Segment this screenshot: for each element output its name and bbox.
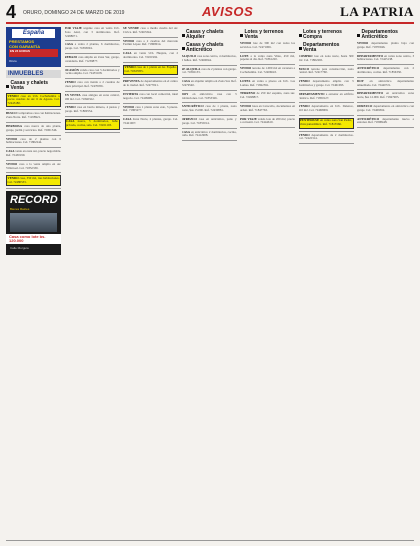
ad-keyword: VENDO xyxy=(240,41,252,45)
espana-offer: EN 24 HORAS xyxy=(9,49,58,57)
ad-divider xyxy=(6,188,61,189)
ad-text: en venta zona centro, 3 habitaciones. Cel. 72425138. xyxy=(357,53,414,62)
ad-divider xyxy=(123,128,178,129)
ad-list xyxy=(65,27,120,133)
ad-text: casa de 2 plantas con 6 habitaciones. Cel. 71802244. xyxy=(6,136,61,145)
ad-text: a estrenar en edificio céntrico. Ref. 71850127. xyxy=(298,91,354,100)
ad-divider xyxy=(182,77,237,78)
record-title: RECORD xyxy=(10,193,58,206)
classified-ad xyxy=(182,131,237,139)
ad-divider xyxy=(357,52,414,53)
ad-list xyxy=(123,27,178,129)
ad-text: vendo lote de 200 m2, precio a convenir. Cel. 72444610. xyxy=(240,116,295,125)
ad-keyword: POR VIAJE xyxy=(240,116,257,121)
ad-keyword: VENDO xyxy=(298,104,310,109)
classified-ad xyxy=(65,56,120,64)
record-photo xyxy=(10,213,57,232)
ad-divider xyxy=(6,122,61,123)
category-heading: Lotes y terrenos Compra xyxy=(299,30,354,40)
ad-keyword: LOTE xyxy=(240,53,249,58)
ad-text: casa a 2 cuadras del mercado Fermín López. Ref. 71868014. xyxy=(123,38,178,47)
record-foot: Calle Murguía xyxy=(10,245,29,250)
ad-text: de departamentos en el centro de la ciudad. Ref. 72477021. xyxy=(123,79,178,88)
classified-ad xyxy=(240,55,295,63)
ad-divider xyxy=(299,143,354,144)
classified-ad xyxy=(299,80,354,88)
espana-foot: Oruro xyxy=(9,59,17,63)
classified-ad xyxy=(357,92,414,100)
ad-divider xyxy=(240,89,295,90)
classified-ad xyxy=(123,40,178,48)
ad-text: en anticrético departamento amueblado. Cel. 72440721. xyxy=(357,78,414,87)
classified-ad xyxy=(299,55,354,63)
ad-text: casa a la venta amplia en Av. Villarroel. Cel. 71852330. xyxy=(6,161,61,170)
ad-keyword: CASA xyxy=(123,51,132,56)
ad-divider xyxy=(6,160,61,161)
page-header xyxy=(6,3,414,23)
ad-text: de 250 m2 esquina, zona sur. Cel. 72498817. xyxy=(240,91,295,100)
classified-ad xyxy=(240,105,295,113)
ad-divider xyxy=(357,102,414,103)
column-1 xyxy=(6,27,61,539)
ad-text: en alquiler amplia en Zona Sur. Ref. 72479540. xyxy=(181,79,237,87)
ad-keyword: VENDO xyxy=(64,105,76,110)
ad-divider xyxy=(240,52,295,53)
ad-divider xyxy=(182,115,237,116)
ad-divider xyxy=(123,115,178,116)
ad-keyword: ANTICRÉTICO xyxy=(357,116,380,121)
classified-ad xyxy=(240,42,295,50)
square-bullet-icon xyxy=(6,85,9,88)
classified-ad xyxy=(6,112,61,120)
classified-ad xyxy=(357,118,414,126)
section-title: AVISOS xyxy=(202,4,254,19)
ad-text: departamento con 2 dormitorios, cocina. Ref. 71856330. xyxy=(357,66,414,74)
category-heading: Departamentos Venta xyxy=(299,43,354,53)
square-bullet-icon xyxy=(357,34,360,37)
ad-keyword: BUSCO xyxy=(6,111,17,116)
footer-rule xyxy=(6,540,414,541)
classified-ad xyxy=(123,27,178,35)
ad-divider xyxy=(65,103,120,104)
classified-ad xyxy=(240,67,295,75)
ad-keyword: SE VENDE xyxy=(123,27,140,30)
espana-logo: España xyxy=(12,29,55,38)
ad-divider xyxy=(240,102,295,103)
ad-text: departamento de 2 dormitorios. Cel. 72422314. xyxy=(298,132,354,141)
ad-keyword: VENDO xyxy=(7,175,19,180)
ad-text: a venta 2 plantas, 6 dormitorios, garaje. Cel. 71893004. xyxy=(64,42,120,51)
classified-ad xyxy=(123,65,178,76)
record-offer: Casa como lote bs. 120.000 xyxy=(6,234,61,244)
ad-keyword: PENTHOUSE xyxy=(300,118,320,123)
ad-divider xyxy=(299,131,354,132)
classified-ad xyxy=(123,106,178,114)
ad-list xyxy=(6,93,61,189)
ad-text: en venta Urb. Huajara, con 2 dormitorios. Cel. 72451992. xyxy=(123,51,178,59)
ad-divider xyxy=(240,127,295,128)
classified-ad xyxy=(123,93,178,101)
ad-list xyxy=(299,55,354,144)
ad-keyword: SE ALQUILA xyxy=(181,66,201,71)
ad-text: nueva, 3 dormitorios, baño privado, cocina, sala. Cel. 72451103. xyxy=(66,119,118,128)
ad-keyword: POR VIAJE xyxy=(64,27,82,30)
classified-ad xyxy=(123,52,178,60)
ad-divider xyxy=(123,103,178,104)
ad-keyword: DOY xyxy=(357,78,364,83)
ad-divider xyxy=(240,115,295,116)
ad-keyword: EN VENTA xyxy=(64,92,81,97)
column-4 xyxy=(182,27,237,539)
ad-text: departamento en Urb. Dalence, 110 m2. Cel. 72468009. xyxy=(298,104,354,113)
classified-ad xyxy=(123,80,178,88)
ad-keyword: VENDO xyxy=(298,132,310,137)
ad-divider xyxy=(65,66,120,67)
ad-keyword: CASA xyxy=(123,117,132,122)
ad-keyword: VENDO xyxy=(240,103,252,108)
ad-text: terreno para construcción, zona central. Ref. 72417760. xyxy=(298,66,354,75)
ad-keyword: HERMOSA xyxy=(6,123,22,128)
ad-keyword: VENDO xyxy=(298,79,310,84)
ad-keyword: TERRENO xyxy=(240,91,256,96)
category-heading: Casas y chalets Venta xyxy=(6,81,61,91)
classified-ad xyxy=(6,150,61,158)
ad-divider xyxy=(65,132,120,133)
ad-keyword: VENDO xyxy=(123,104,135,109)
classified-ad xyxy=(182,118,237,126)
ad-divider xyxy=(240,77,295,78)
ad-keyword: VENDO xyxy=(357,41,369,45)
ad-keyword: VENDO xyxy=(123,38,135,43)
classified-ad xyxy=(123,118,178,126)
square-bullet-icon xyxy=(240,34,243,37)
category-heading: Casas y chalets Alquiler xyxy=(182,30,237,40)
ad-divider xyxy=(6,147,61,148)
ad-keyword: OCASIÓN xyxy=(64,67,79,72)
page-number: 4 xyxy=(6,2,17,22)
ad-keyword: OFREZCO xyxy=(181,116,197,121)
ad-divider xyxy=(182,140,237,141)
ad-divider xyxy=(65,91,120,92)
classified-ad xyxy=(240,92,295,100)
ad-keyword: CASA xyxy=(64,42,73,47)
classified-ad xyxy=(182,68,237,76)
ad-divider xyxy=(182,90,237,91)
ad-text: urgente casa en venta Urb. Pozo Azul, con 3 dormitorios. Ref. 72488071. xyxy=(64,27,120,38)
ad-text: departamento planta baja con garaje. Ref. 71870046. xyxy=(357,41,414,49)
section-band-inmuebles: INMUEBLES xyxy=(6,70,61,78)
ad-keyword: COMPRO xyxy=(298,54,313,58)
ad-text: casa zona centro, 4 dormitorios, 2 baños. Ref. 72460044. xyxy=(181,54,237,62)
classified-ad xyxy=(182,80,237,88)
ad-text: en venta zona San Pedro, vista panorámica. Ref. 71815566. xyxy=(300,118,352,127)
ad-keyword: ANTICRÉTICO xyxy=(181,104,204,109)
ad-keyword: CASA xyxy=(181,79,190,84)
classified-ad xyxy=(299,93,354,101)
ad-divider xyxy=(299,90,354,91)
ad-text: departamento amplio con 3 dormitorios y garaje. Cel. 72461093. xyxy=(298,79,354,87)
ad-list xyxy=(182,55,237,141)
square-bullet-icon xyxy=(299,34,302,37)
ad-text: casa con local comercial, ideal negocio. Cel. 72409981. xyxy=(123,91,178,100)
ad-keyword: VENDO xyxy=(64,80,76,85)
ad-text: casa de 1 planta, zona norte, $us 15.000. Ref. 72430881. xyxy=(181,104,237,113)
ad-divider xyxy=(123,49,178,50)
ad-divider xyxy=(123,62,178,63)
ad-divider xyxy=(299,65,354,66)
ad-text: a la venta zona Vinto, 450 m2, papeles al día. Ref. 71861220. xyxy=(240,53,295,62)
classified-ad xyxy=(65,27,120,38)
classified-ad xyxy=(357,80,414,88)
classified-ad xyxy=(65,106,120,114)
ad-text: lote en zona norte, hasta 300 m2. Cel. 71802265. xyxy=(298,54,354,62)
ad-divider xyxy=(6,109,61,110)
ad-keyword: PREVENTA xyxy=(123,79,140,84)
classified-ad xyxy=(357,105,414,113)
espana-ad xyxy=(6,27,61,67)
ad-keyword: REBAJO xyxy=(64,54,78,59)
page-date: ORURO, DOMINGO 24 DE MARZO DE 2019 xyxy=(23,10,125,16)
ad-keyword: CASA xyxy=(6,149,15,154)
ad-keyword: BUSCO xyxy=(298,66,310,71)
classified-ad xyxy=(357,55,414,63)
ad-text: casa antigua en zona central, 190 m2. Cel. 71840322. xyxy=(64,92,120,101)
ad-divider xyxy=(182,128,237,129)
ad-text: venta en zona sur, precio negociable. Ref. 72430199. xyxy=(6,149,61,157)
square-bullet-icon xyxy=(299,47,302,50)
ad-text: lote de 300 m2 con todos los servicios. Cel. 72471006. xyxy=(240,41,295,49)
column-6 xyxy=(299,27,354,539)
ad-keyword: DEPARTAMENTO xyxy=(357,53,384,58)
classified-ad xyxy=(357,42,414,50)
ad-text: casa de 1 planta en Av. España. Cel. 71847055. xyxy=(124,65,177,74)
ad-text: departamento nuevo a estrenar. Ref. 71808448. xyxy=(357,116,414,125)
classified-ad xyxy=(240,118,295,126)
ad-divider xyxy=(357,89,414,90)
column-2 xyxy=(65,27,120,539)
ad-keyword: DEPARTAMENTO xyxy=(298,91,325,96)
square-bullet-icon xyxy=(182,47,185,50)
ad-divider xyxy=(65,116,120,117)
ad-keyword: ALQUILO xyxy=(181,54,197,58)
classified-ad xyxy=(6,93,61,107)
classified-ad xyxy=(6,125,61,133)
classified-ad xyxy=(299,68,354,76)
ad-divider xyxy=(65,53,120,54)
classified-ad xyxy=(6,163,61,171)
newspaper-brand: LA PATRIA xyxy=(340,4,414,19)
ad-text: casa en anticrético, patio y garaje. Cel. 71855014. xyxy=(181,116,237,125)
ad-text: terreno de 1.000 m2 en carretera a Cochabamba. Cel. 72406643. xyxy=(240,66,295,74)
classified-ad xyxy=(65,43,120,51)
ad-divider xyxy=(299,102,354,103)
ad-keyword: DEPARTAMENTO xyxy=(357,91,384,96)
classified-ad xyxy=(299,105,354,113)
ad-divider xyxy=(123,77,178,78)
classifieds-columns xyxy=(6,27,414,539)
ad-text: casa de 2 plantas con garaje. Cel. 71802133. xyxy=(181,66,237,75)
category-heading: Lotes y terrenos Venta xyxy=(240,30,295,40)
ad-keyword: OFREZCO xyxy=(357,103,373,108)
header-rule xyxy=(6,22,414,24)
ad-divider xyxy=(299,115,354,116)
classified-ad xyxy=(65,69,120,77)
ad-divider xyxy=(357,77,414,78)
classified-ad xyxy=(357,67,414,75)
square-bullet-icon xyxy=(182,34,185,37)
ad-keyword: VENDO xyxy=(7,93,19,98)
classified-ad xyxy=(65,94,120,102)
column-5 xyxy=(240,27,295,539)
ad-divider xyxy=(65,78,120,79)
classified-ad xyxy=(182,105,237,113)
category-heading: Casas y chalets Anticrético xyxy=(182,43,237,53)
ad-text: en anticrético 2 dormitorios, cocina, baño. Ref. 72412908. xyxy=(181,129,237,138)
classified-ad xyxy=(65,119,120,130)
ad-keyword: DOY xyxy=(181,91,189,96)
ad-text: casa 1 planta zona este, 3 piezas. Ref. 71805277. xyxy=(123,104,178,113)
record-ad xyxy=(6,191,61,255)
ad-text: Compramos casa con habitaciones. Zona Norte. Ref. 71458921. xyxy=(6,111,61,120)
ad-text: en venta a plazos en Urb. Las Lomas. Ref. 71822591. xyxy=(240,78,295,87)
ad-text: casa amplia en Zona Sur, garaje, lavandería. Ref. 71239877. xyxy=(64,54,120,63)
ad-text: en anticrético casa con 3 habitaciones. Cel. 71853326. xyxy=(181,91,237,100)
ad-text: Zona Norte, 2 plantas, garaje. Cel. 72421007. xyxy=(123,117,178,125)
ad-divider xyxy=(6,172,61,173)
ad-text: en anticrético zona norte, $us 12.000. Ref. 71847905. xyxy=(357,91,414,100)
ad-divider xyxy=(6,135,61,136)
ad-text: departamento en anticrético con garaje. Cel. 72409362. xyxy=(357,103,414,112)
record-subtitle: Bienes Raíces xyxy=(10,206,30,211)
column-3 xyxy=(123,27,178,539)
classified-ad xyxy=(299,134,354,142)
classified-ad xyxy=(65,81,120,89)
espana-headline: PRESTAMOS CON GARANTÍA xyxy=(9,39,41,49)
ad-divider xyxy=(357,127,414,128)
ad-keyword: VENDO xyxy=(6,136,18,141)
classified-ad xyxy=(182,93,237,101)
ad-divider xyxy=(65,40,120,41)
ad-keyword: ANTICRÉTICO xyxy=(357,66,380,71)
ad-divider xyxy=(240,64,295,65)
ad-text: vendo casa con 5 dormitorios y cocina amplia. Cel. 72455108. xyxy=(64,67,120,76)
ad-divider xyxy=(123,37,178,38)
ad-list xyxy=(357,42,414,128)
ad-text: casa, 350 m2, tres habitaciones. Cel. 72480533. xyxy=(7,175,60,184)
ad-text: casa en Urb. Cochabamba a pocas cuadras de Av. 6 de Agosto. Cel. 72445180. xyxy=(7,93,60,106)
classified-ad xyxy=(6,138,61,146)
ad-keyword: INVIERTA xyxy=(123,91,139,96)
ad-keyword: CASA xyxy=(181,129,190,134)
ad-text: casa con tienda a 2 cuadras de plaza principal. Ref. 72470056. xyxy=(64,80,120,88)
ad-text: casa a media cuadra del Av. Cívica. Ref. 72463344. xyxy=(123,27,178,34)
category-heading: Departamentos Anticrético xyxy=(357,30,414,40)
classified-ad xyxy=(240,80,295,88)
ad-divider xyxy=(123,90,178,91)
ad-divider xyxy=(357,115,414,116)
ad-keyword: CASA xyxy=(66,119,75,124)
ad-text: lotes en Caracollo, documentos en orden. Ref. 71847763. xyxy=(240,103,295,112)
ad-keyword: LOTES xyxy=(240,78,251,83)
ad-divider xyxy=(299,77,354,78)
column-7 xyxy=(357,27,414,539)
classified-ad xyxy=(182,55,237,63)
classified-ad xyxy=(299,118,354,129)
ad-text: casa nueva de una planta, garaje, jardín y servicios. Ref. 72001546. xyxy=(6,123,61,132)
ad-keyword: VENDO xyxy=(124,65,136,70)
ad-divider xyxy=(182,65,237,66)
classified-ad xyxy=(6,175,61,186)
ad-list xyxy=(240,42,295,128)
ad-keyword: VENDO xyxy=(240,66,252,71)
ad-text: casa en barrio minero, 4 piezas y garaje. Ref. 71800554. xyxy=(64,105,120,114)
ad-keyword: VENDO xyxy=(6,161,18,166)
